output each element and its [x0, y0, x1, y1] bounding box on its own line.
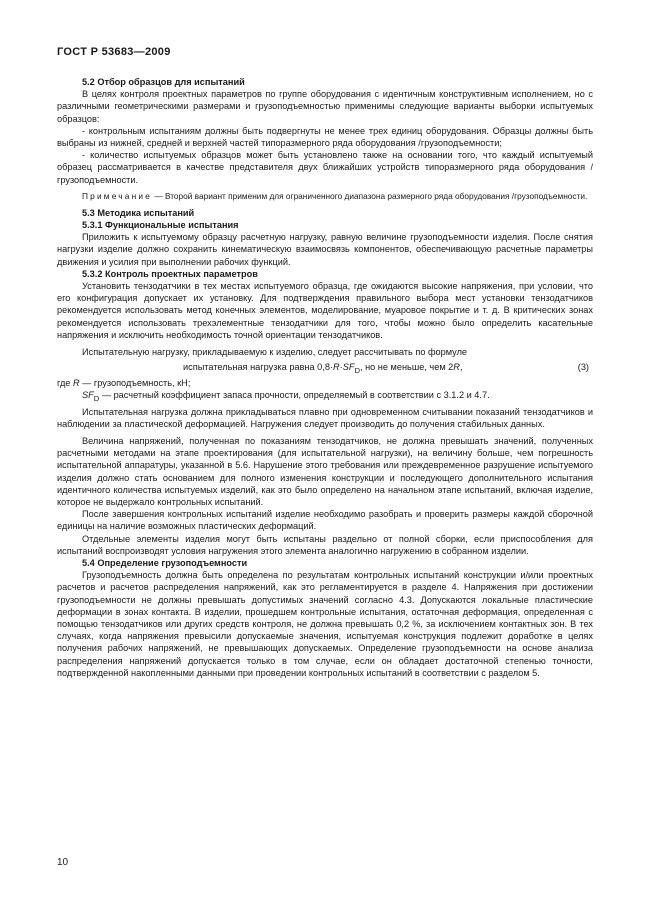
where-r: где R — грузоподъемность, кН;: [57, 378, 191, 389]
paragraph: После завершения контрольных испытаний изделие необходимо разобрать и проверить размеры каждой сборочной единицы на наличие возможных пластических деформаций.: [57, 509, 593, 532]
section-5-3-2-heading: 5.3.2 Контроль проектных параметров: [82, 268, 258, 279]
note-text: — Второй вариант применим для ограниченного диапазона размерного ряда оборудования /грузоподъемности.: [152, 190, 588, 201]
paragraph: - количество испытуемых образцов может быть установлено также на основании того, что каждый испытуемый образец рассматривается в качестве представителя двух ближайших устройств типоразмерного ряда оборудования /грузоподъемности.: [57, 150, 593, 185]
paragraph: В целях контроля проектных параметров по группе оборудования с идентичным конструктивным исполнением, но с различными геометрическими размерами и грузоподъемностью применимы следующие варианты выборки испытуемых образцов:: [57, 89, 593, 124]
formula-3: [57, 361, 593, 375]
formula-number: (3): [577, 362, 589, 373]
paragraph: Испытательная нагрузка должна прикладываться плавно при одновременном считывании показаний тензодатчиков и наблюдении за пластической деформацией. Нагружения следует производить до получения стабильных данных.: [57, 406, 593, 429]
section-5-3-heading: 5.3 Методика испытаний: [82, 207, 195, 218]
paragraph: Установить тензодатчики в тех местах испытуемого образца, где ожидаются высокие напряжения, при условии, что его конфигурация допускает их установку. Для подтверждения правильного выбора мест установки тензодатчиков рекомендуется использовать метод конечных элементов, моделирование, муаровое покрытие и т. д. В критических зонах рекомендуется использовать трехэлементные тензодатчики для того, чтобы можно было определить касательные напряжения и исключить необходимость точной ориентации тензодатчиков.: [57, 281, 593, 340]
page-number: 10: [57, 857, 69, 868]
section-5-3-1-heading: 5.3.1 Функциональные испытания: [82, 220, 239, 231]
document-header: ГОСТ Р 53683—2009: [57, 46, 171, 58]
paragraph: Приложить к испытуемому образцу расчетную нагрузку, равную величине грузоподъемности изделия. После снятия нагрузки изделие должно сохранить кинематическую взаимосвязь компонентов, обеспечивающую расчетные параметры движения и усилия при выполнении рабочих функций.: [57, 232, 593, 267]
where-sf: $SF_D$ — расчетный коэффициент запаса прочности, определяемый в соответствии с 3.1.2 и 4.7.: [82, 390, 490, 404]
section-5-4-heading: 5.4 Определение грузоподъемности: [82, 557, 248, 568]
paragraph: Величина напряжений, полученная по показаниям тензодатчиков, не должна превышать значений, полученных расчетными методами на этапе проектирования (для испытательной нагрузки), на величину больше, чем погрешность испытательной аппаратуры, указанной в 5.6. Нарушение этого требования или преждевременное разрушение испытуемого изделия должно стать основанием для полного изменения конструкции и последующего дополнительного испытания идентичного количества испытуемых изделий, как это было определено на начальном этапе испытаний, включая изделие, которое не выдержало контрольных испытаний.: [57, 435, 593, 507]
paragraph: Отдельные элементы изделия могут быть испытаны раздельно от полной сборки, если приспособления для испытаний воспроизводят условия нагружения этого элемента аналогично нагружению в собранном изделии.: [57, 533, 593, 556]
section-5-2-heading: 5.2 Отбор образцов для испытаний: [82, 77, 245, 87]
note: [57, 191, 593, 202]
paragraph: Грузоподъемность должна быть определена по результатам контрольных испытаний конструкции и/или проектных расчетов и расчетов распределения напряжений, как это регламентируется в разделе 4. Напряжения при достижении грузоподъемности не должны превышать допустимых значений согласно 4.3. Допускаются локальные пластические деформации в зонах контакта. В изделии, прошедшем контрольные испытания, остаточная деформация, определенная с помощью тензодатчиков или других средств контроля, не должна превышать 0,2 %, за исключением контактных зон. В тех случаях, когда напряжения превысили допускаемые значения, испытуемая конструкция подлежит доработке в целях получения рабочих напряжений, не превышающих допускаемых. Определение грузоподъемности на основе анализа распределения напряжений допускается только в том случае, если он обладает достаточной степенью точности, подтвержденной накопленными данными при проведении контрольных испытаний в соответствии с разделом 5.: [57, 570, 593, 678]
formula-expression: испытательная нагрузка равна $0,8\cdot R\cdot SF_D$, но не меньше, чем 2R,: [183, 362, 463, 376]
note-label: Примечание: [82, 190, 153, 201]
document-body: [57, 76, 593, 679]
paragraph: Испытательную нагрузку, прикладываемую к изделию, следует рассчитывать по формуле: [82, 347, 468, 358]
paragraph: - контрольным испытаниям должны быть подвергнуты не менее трех единиц оборудования. Образцы должны быть выбраны из нижней, средней и верхней частей типоразмерного ряда оборудования /грузоподъемности;: [57, 125, 593, 149]
